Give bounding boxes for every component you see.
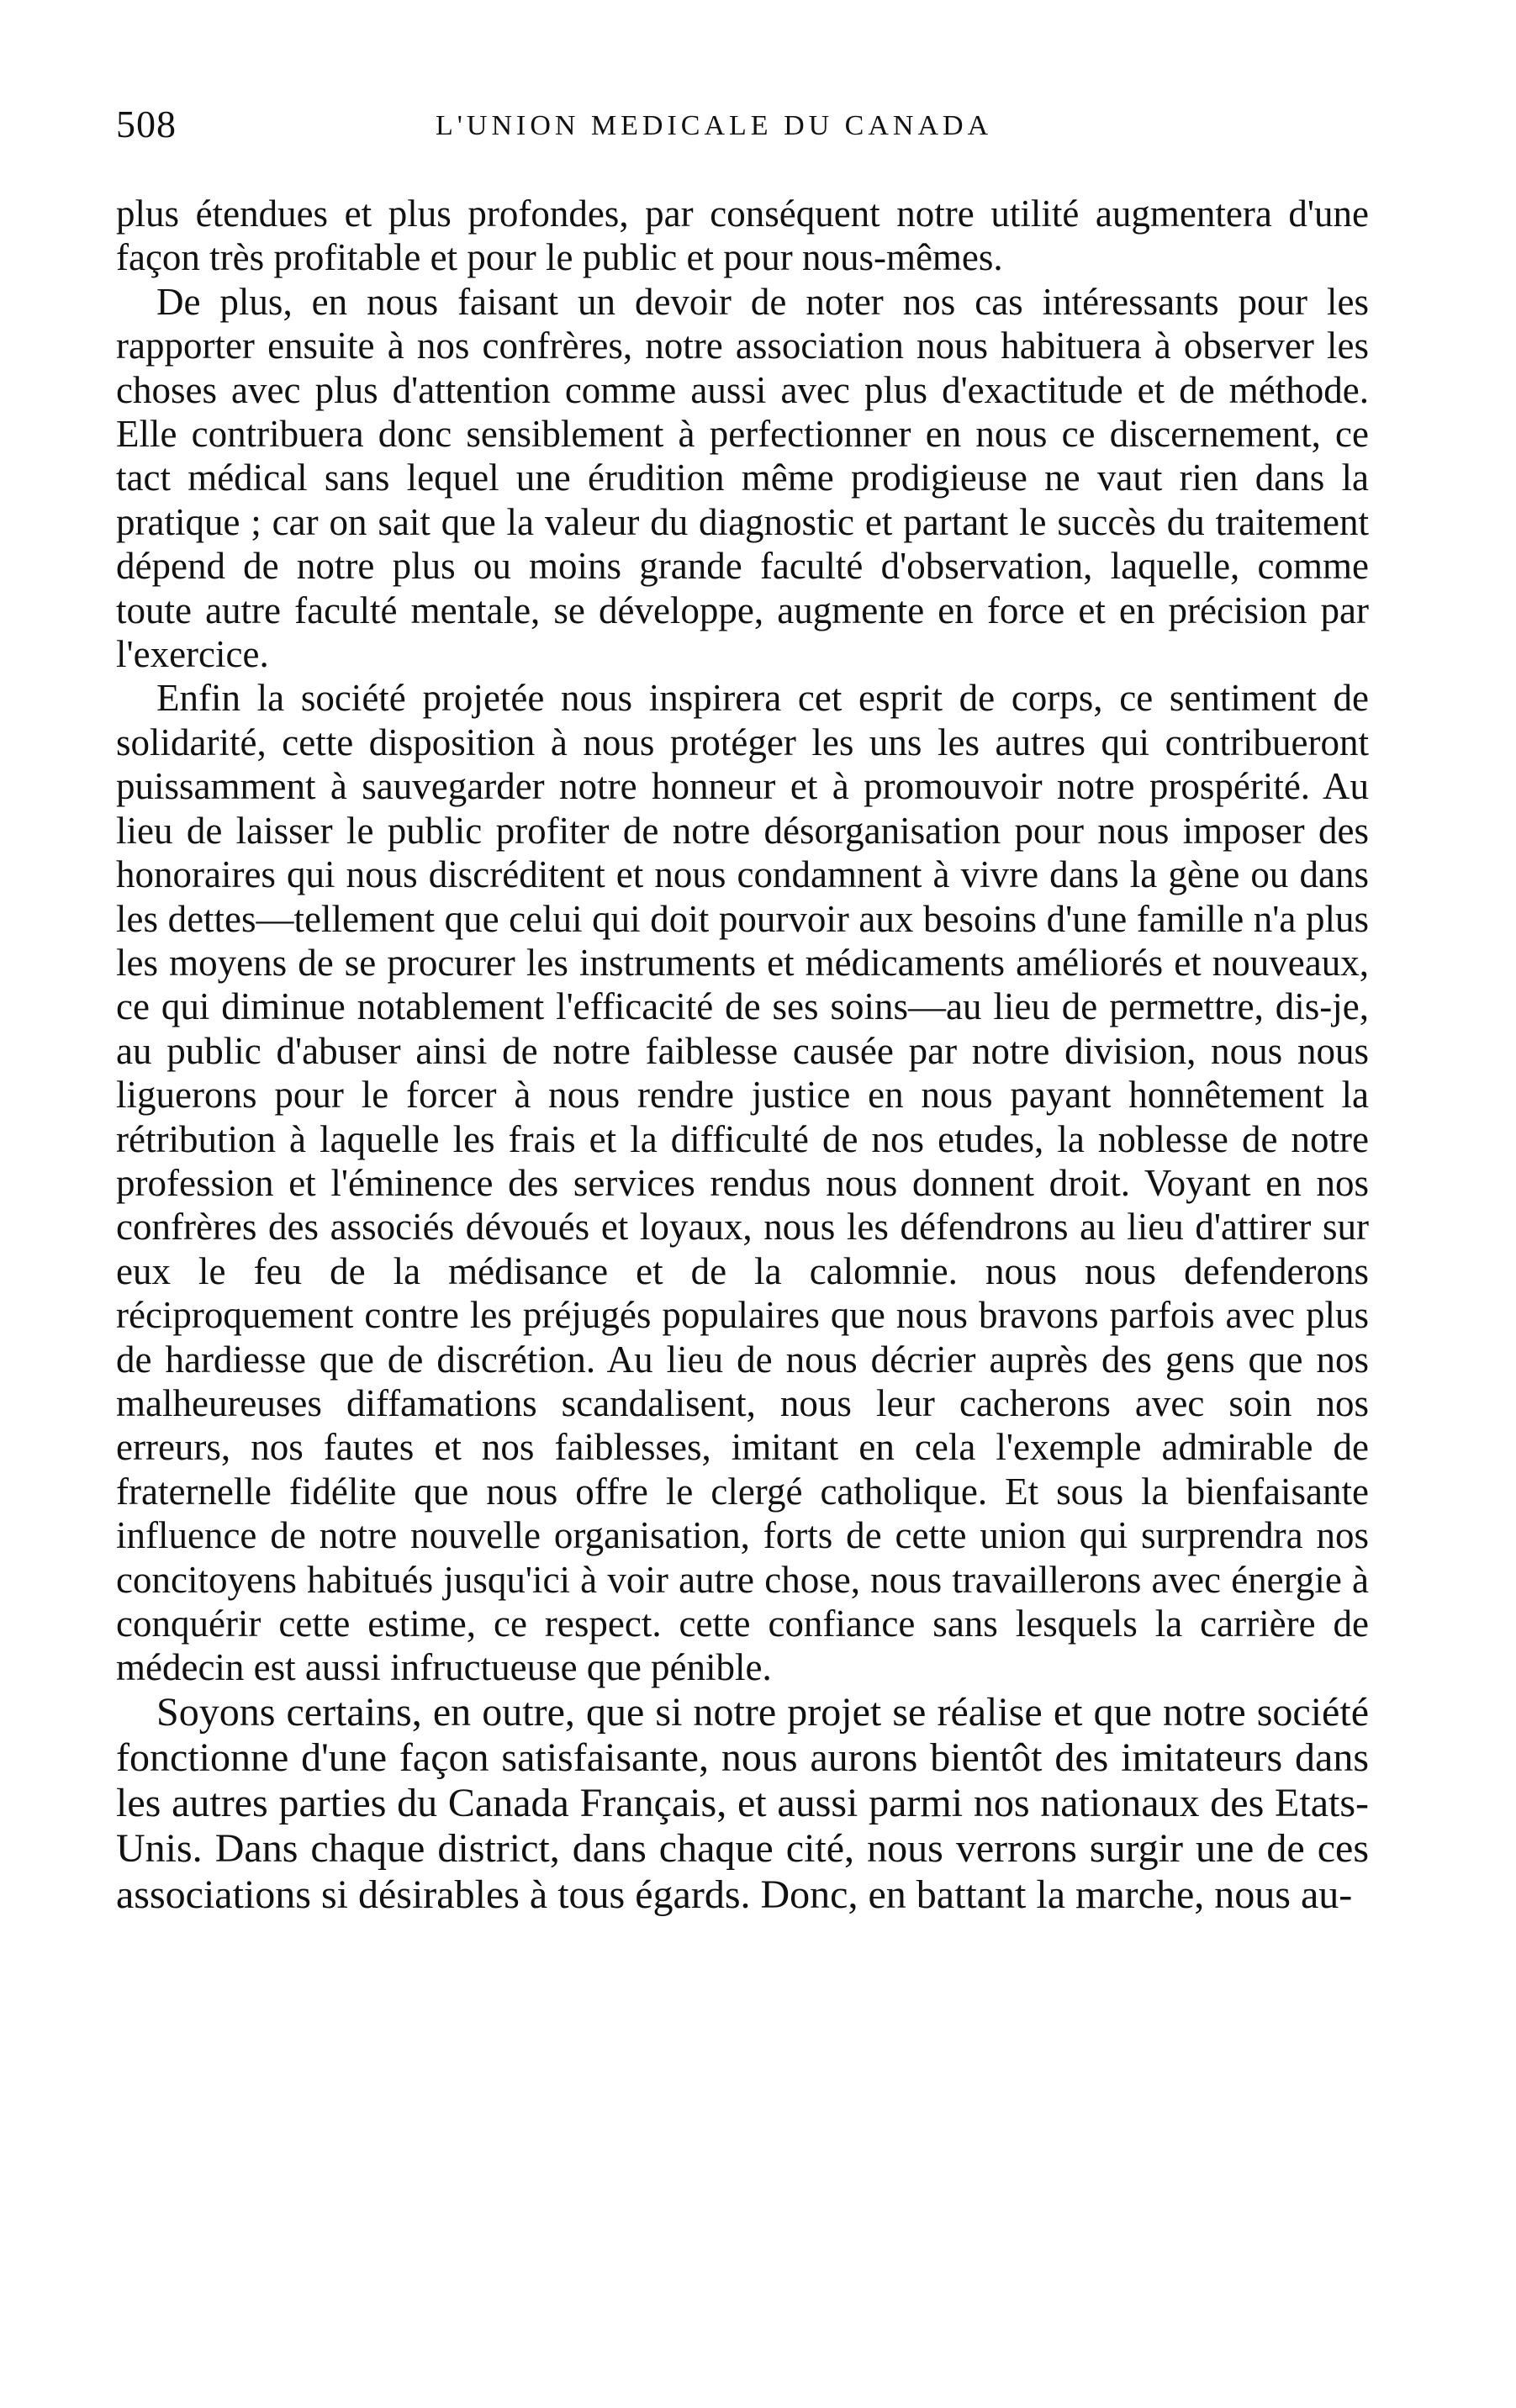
journal-title: L'UNION MEDICALE DU CANADA — [436, 110, 993, 141]
body-text — [116, 192, 1369, 1918]
paragraph-imitators: Soyons certains, en outre, que si notre projet se réalise et que notre société fonctionne d'une façon satisfaisante, nous aurons bientôt des imitateurs dans les autres parties du Canada Français, et aussi parmi nos nationaux des Etats-Unis. Dans chaque district, dans chaque cité, nous verrons surgir une de ces associations si désirables à tous égards. Donc, en battant la marche, nous au- — [116, 1689, 1369, 1917]
page-number: 508 — [116, 103, 177, 145]
paragraph-observation: De plus, en nous faisant un devoir de noter nos cas intéressants pour les rapporter ensuite à nos confrères, notre association nous habituera à observer les choses avec plus d'attention comme aussi avec plus d'exactitude et de méthode. Elle contribuera donc sensiblement à perfectionner en nous ce discernement, ce tact médical sans lequel une érudition même prodigieuse ne vaut rien dans la pratique ; car on sait que la valeur du diagnostic et partant le succès du traitement dépend de notre plus ou moins grande faculté d'observation, laquelle, comme toute autre faculté mentale, se développe, augmente en force et en précision par l'exercice. — [116, 280, 1369, 676]
paragraph-continuation: plus étendues et plus profondes, par conséquent notre utilité augmentera d'une façon très profitable et pour le public et pour nous-mêmes. — [116, 193, 1369, 279]
running-head — [116, 99, 1369, 150]
paragraph-solidarity: Enfin la société projetée nous inspirera cet esprit de corps, ce sentiment de solidarité, cette disposition à nous protéger les uns les autres qui contribueront puissamment à sauvegarder notre honneur et à promouvoir notre prospérité. Au lieu de laisser le public profiter de notre désorganisation pour nous imposer des honoraires qui nous discréditent et nous condamnent à vivre dans la gène ou dans les dettes—tellement que celui qui doit pourvoir aux besoins d'une famille n'a plus les moyens de se procurer les instruments et médicaments améliorés et nouveaux, ce qui diminue notablement l'efficacité de ses soins—au lieu de permettre, dis-je, au public d'abuser ainsi de notre faiblesse causée par notre division, nous nous liguerons pour le forcer à nous rendre justice en nous payant honnêtement la rétribution à laquelle les frais et la difficulté de nos etudes, la noblesse de notre profession et l'éminence des services rendus nous donnent droit. Voyant en nos confrères des associés dévoués et loyaux, nous les défendrons au lieu d'attirer sur eux le feu de la médisance et de la calomnie. nous nous defenderons réciproquement contre les préjugés populaires que nous bravons parfois avec plus de hardiesse que de discrétion. Au lieu de nous décrier auprès des gens que nos malheureuses diffamations scandalisent, nous leur cacherons avec soin nos erreurs, nos fautes et nos faiblesses, imitant en cela l'exemple admirable de fraternelle fidélite que nous offre le clergé catholique. Et sous la bienfaisante influence de notre nouvelle organisation, forts de cette union qui surprendra nos concitoyens habitués jusqu'ici à voir autre chose, nous travaillerons avec énergie à conquérir cette estime, ce respect. cette confiance sans lesquels la carrière de médecin est aussi infructueuse que pénible. — [116, 677, 1369, 1689]
